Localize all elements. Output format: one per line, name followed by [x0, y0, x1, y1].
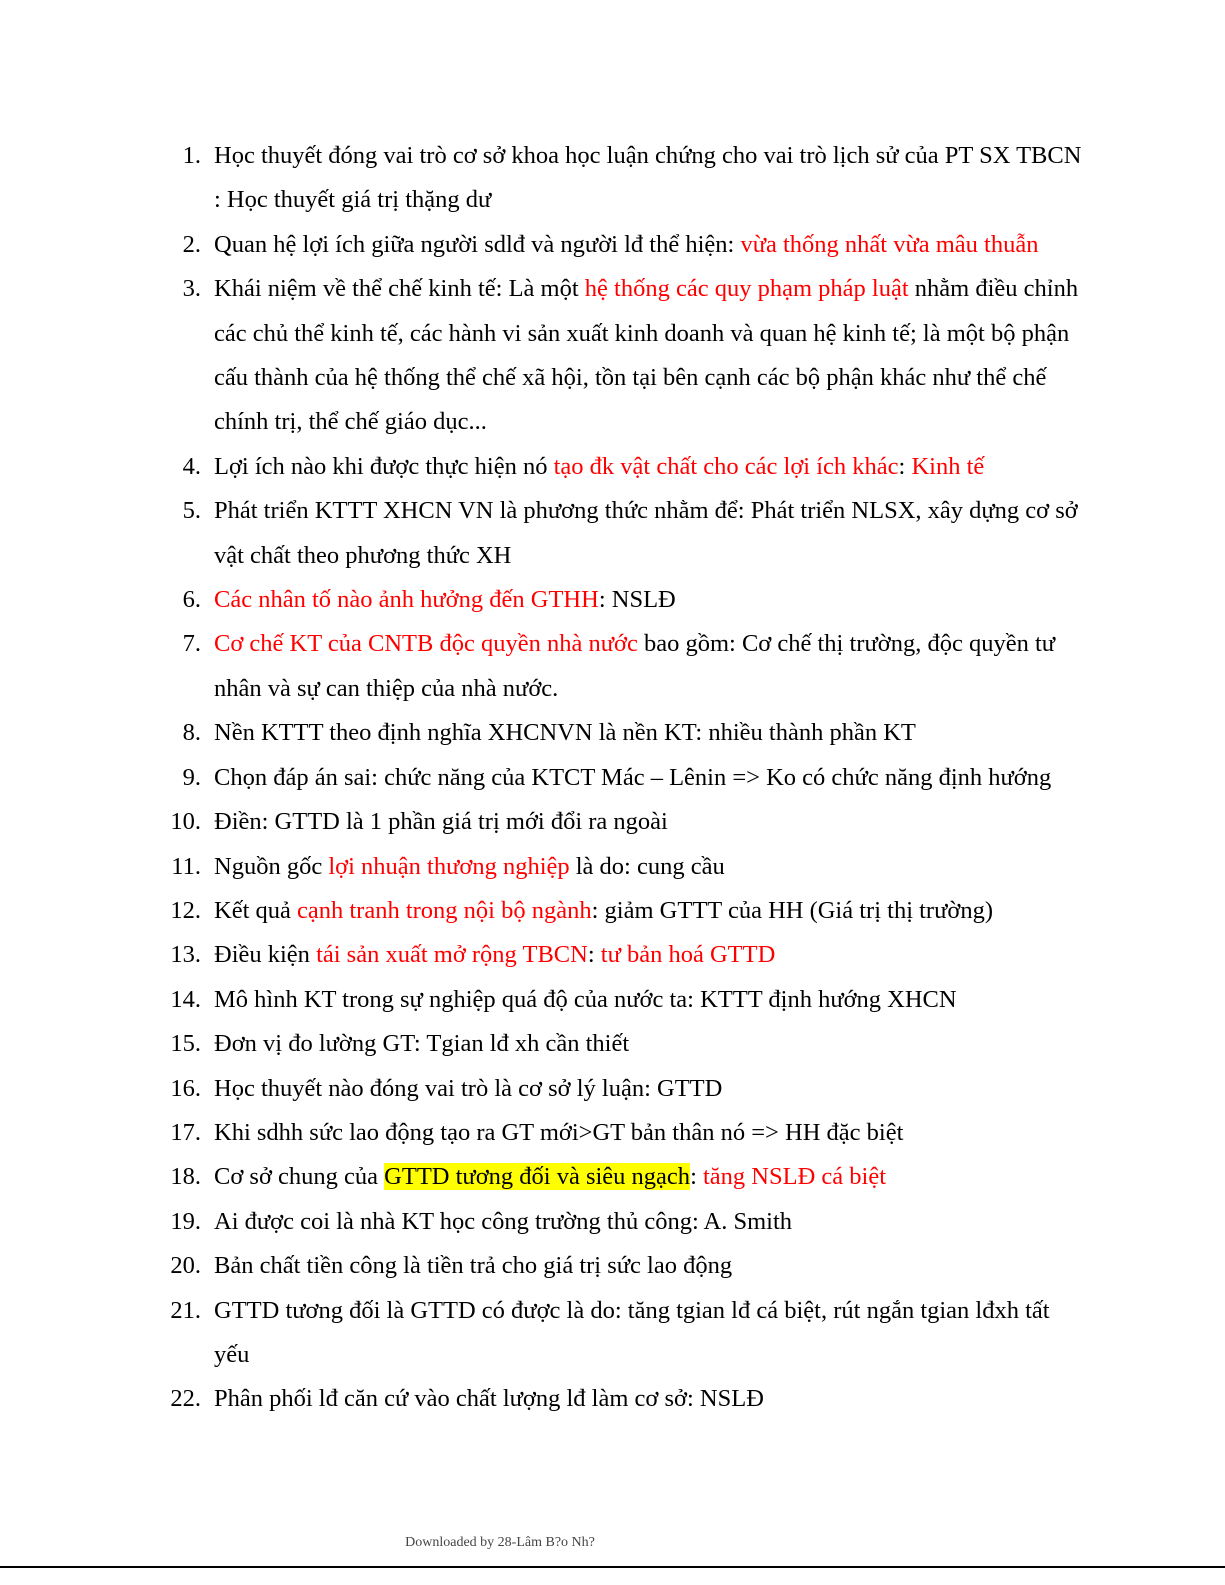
- emphasis-red-text: tăng NSLĐ cá biệt: [703, 1163, 887, 1191]
- item-number: 17.: [170, 1118, 201, 1146]
- item-number: 18.: [170, 1163, 201, 1191]
- item-text: [214, 1030, 629, 1057]
- item-number: 7.: [182, 630, 201, 658]
- list-item: [0, 1200, 1084, 1244]
- list-item: [0, 845, 1084, 889]
- item-number: 14.: [170, 985, 201, 1013]
- item-number: 8.: [182, 719, 201, 747]
- item-text: [214, 941, 775, 968]
- emphasis-red-text: vừa thống nhất vừa mâu thuẫn: [740, 230, 1039, 258]
- page-bottom-divider: [0, 1566, 1225, 1568]
- plain-text: Nền KTTT theo định nghĩa XHCNVN là nền KT: nhiều thành phần KT: [214, 719, 916, 747]
- plain-text: Điều kiện: [214, 941, 317, 969]
- plain-text: :: [898, 452, 912, 480]
- item-text: [214, 1297, 1050, 1368]
- list-item: [0, 889, 1084, 933]
- item-text: [214, 764, 1051, 791]
- item-number: 20.: [170, 1252, 201, 1280]
- plain-text: Học thuyết đóng vai trò cơ sở khoa học luận chứng cho vai trò lịch sử của PT SX TBCN : Học thuyết giá trị thặng dư: [214, 142, 1082, 214]
- list-item: [0, 134, 1084, 223]
- list-item: [0, 1155, 1084, 1199]
- emphasis-red-text: Cơ chế KT của CNTB độc quyền nhà nước: [214, 630, 638, 658]
- list-item: [0, 711, 1084, 755]
- plain-text: GTTD tương đối là GTTD có được là do: tăng tgian lđ cá biệt, rút ngắn tgian lđxh tất yếu: [214, 1296, 1050, 1368]
- plain-text: :: [587, 941, 601, 969]
- plain-text: Khái niệm về thể chế kinh tế: Là một: [214, 275, 585, 303]
- item-text: [214, 986, 957, 1013]
- plain-text: nhằm điều chỉnh các chủ thể kinh tế, các hành vi sản xuất kinh doanh và quan hệ kinh tế; là một bộ phận cấu thành của hệ thống thể chế xã hội, tồn tại bên cạnh các bộ phận khác như thể chế chính trị, thể chế giáo dục...: [214, 275, 1079, 436]
- item-text: [214, 630, 1055, 701]
- plain-text: Khi sdhh sức lao động tạo ra GT mới>GT bản thân nó => HH đặc biệt: [214, 1118, 904, 1146]
- item-number: 5.: [182, 497, 201, 525]
- item-text: [214, 897, 993, 924]
- list-item: [0, 1067, 1084, 1111]
- item-number: 9.: [182, 763, 201, 791]
- item-text: [214, 1075, 722, 1102]
- emphasis-red-text: tái sản xuất mở rộng TBCN: [316, 941, 588, 969]
- highlighted-text: GTTD tương đối và siêu ngạch: [384, 1163, 691, 1191]
- item-number: 19.: [170, 1207, 201, 1235]
- list-item: [0, 800, 1084, 844]
- plain-text: Mô hình KT trong sự nghiệp quá độ của nước ta: KTTT định hướng XHCN: [214, 985, 957, 1013]
- plain-text: : NSLĐ: [598, 586, 676, 614]
- plain-text: : giảm GTTT của HH (Giá trị thị trường): [591, 896, 993, 924]
- plain-text: Cơ sở chung của: [214, 1163, 385, 1191]
- list-item: [0, 578, 1084, 622]
- emphasis-red-text: tư bản hoá GTTD: [600, 941, 776, 969]
- item-number: 11.: [171, 852, 201, 880]
- plain-text: Bản chất tiền công là tiền trả cho giá trị sức lao động: [214, 1252, 733, 1280]
- emphasis-red-text: Các nhân tố nào ảnh hưởng đến GTHH: [214, 586, 599, 614]
- item-text: [214, 586, 676, 613]
- plain-text: Chọn đáp án sai: chức năng của KTCT Mác – Lênin => Ko có chức năng định hướng: [214, 763, 1052, 791]
- emphasis-red-text: lợi nhuận thương nghiệp: [328, 852, 570, 880]
- item-number: 16.: [170, 1074, 201, 1102]
- plain-text: Nguồn gốc: [214, 852, 329, 880]
- item-text: [214, 719, 916, 746]
- list-item: [0, 267, 1084, 445]
- plain-text: là do: cung cầu: [569, 852, 725, 880]
- item-number: 22.: [170, 1385, 201, 1413]
- item-text: [214, 497, 1078, 568]
- item-number: 13.: [170, 941, 201, 969]
- list-item: [0, 978, 1084, 1022]
- list-item: [0, 622, 1084, 711]
- item-text: [214, 1163, 886, 1190]
- item-text: [214, 275, 1078, 435]
- item-text: [214, 142, 1081, 213]
- item-text: [214, 453, 984, 480]
- plain-text: Lợi ích nào khi được thực hiện nó: [214, 452, 554, 480]
- item-number: 3.: [182, 275, 201, 303]
- item-number: 4.: [182, 452, 201, 480]
- plain-text: Kết quả: [214, 896, 297, 924]
- emphasis-red-text: hệ thống các quy phạm pháp luật: [584, 275, 909, 303]
- list-item: [0, 1244, 1084, 1288]
- plain-text: Ai được coi là nhà KT học công trường thủ công: A. Smith: [214, 1207, 793, 1235]
- item-text: [214, 1208, 792, 1235]
- item-text: [214, 1119, 903, 1146]
- emphasis-red-text: Kinh tế: [911, 452, 985, 480]
- emphasis-red-text: tạo đk vật chất cho các lợi ích khác: [553, 452, 899, 480]
- item-number: 15.: [170, 1030, 201, 1058]
- item-text: [214, 808, 668, 835]
- item-number: 10.: [170, 808, 201, 836]
- plain-text: Phân phối lđ căn cứ vào chất lượng lđ làm cơ sở: NSLĐ: [214, 1385, 764, 1413]
- download-footer: Downloaded by 28-Lâm B?o Nh?: [405, 1535, 595, 1550]
- list-item: [0, 1377, 1084, 1421]
- item-number: 12.: [170, 896, 201, 924]
- plain-text: bao gồm: Cơ chế thị trường, độc quyền tư nhân và sự can thiệp của nhà nước.: [214, 630, 1056, 702]
- item-number: 21.: [170, 1296, 201, 1324]
- list-item: [0, 756, 1084, 800]
- list-item: [0, 223, 1084, 267]
- list-item: [0, 1289, 1084, 1378]
- item-number: 2.: [182, 230, 201, 258]
- list-item: [0, 445, 1084, 489]
- item-text: [214, 1385, 764, 1412]
- item-text: [214, 853, 725, 880]
- item-number: 6.: [182, 586, 201, 614]
- plain-text: Đơn vị đo lường GT: Tgian lđ xh cần thiết: [214, 1030, 630, 1058]
- list-item: [0, 489, 1084, 578]
- plain-text: Điền: GTTD là 1 phần giá trị mới đổi ra ngoài: [214, 808, 668, 836]
- item-text: [214, 1252, 732, 1279]
- plain-text: Quan hệ lợi ích giữa người sdlđ và người lđ thể hiện:: [214, 230, 741, 258]
- item-text: [214, 231, 1038, 258]
- plain-text: :: [690, 1163, 703, 1191]
- plain-text: Phát triển KTTT XHCN VN là phương thức nhằm để: Phát triển NLSX, xây dựng cơ sở vật chất theo phương thức XH: [214, 497, 1078, 569]
- document-item-list: [0, 134, 1225, 1422]
- list-item: [0, 1022, 1084, 1066]
- list-item: [0, 1111, 1084, 1155]
- item-number: 1.: [182, 142, 201, 169]
- list-item: [0, 933, 1084, 977]
- plain-text: Học thuyết nào đóng vai trò là cơ sở lý luận: GTTD: [214, 1074, 723, 1102]
- emphasis-red-text: cạnh tranh trong nội bộ ngành: [297, 896, 592, 924]
